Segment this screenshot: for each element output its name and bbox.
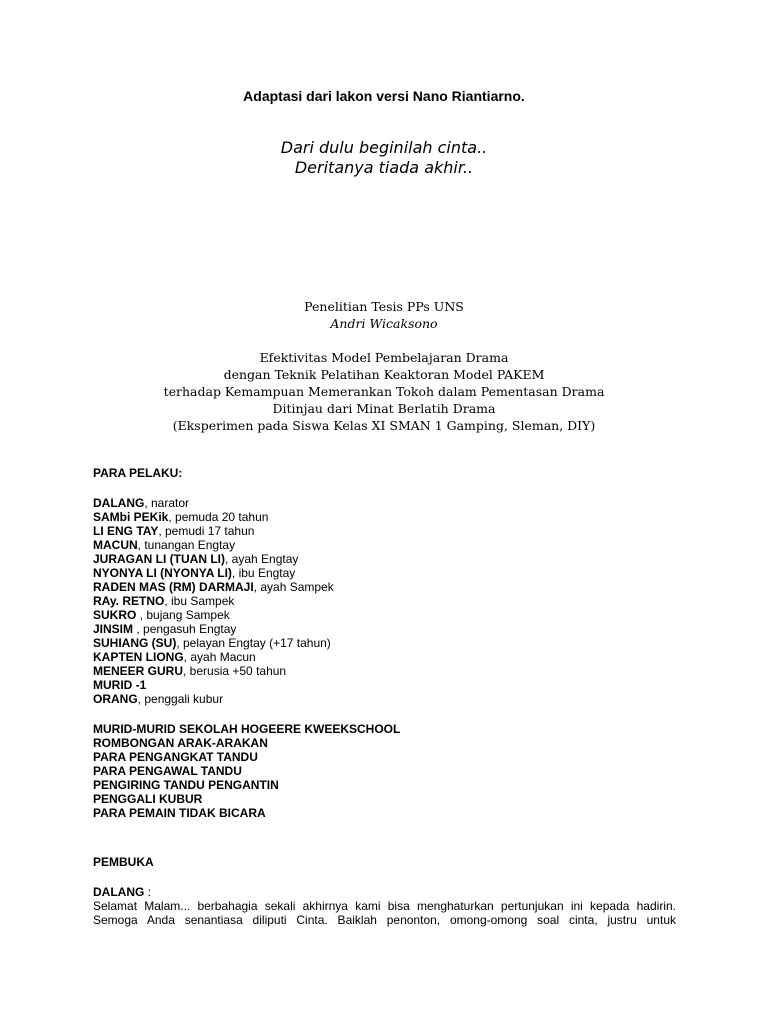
cast-group: PENGGALI KUBUR [93, 792, 203, 806]
cast-role: SUHIANG (SU) [93, 636, 177, 650]
cast-item [93, 524, 683, 538]
cast-item [93, 538, 683, 552]
cast-list [93, 466, 683, 820]
cast-item [93, 692, 683, 706]
opening-heading: PEMBUKA [93, 855, 154, 869]
cast-description: , berusia +50 tahun [183, 664, 287, 678]
cast-role: JURAGAN LI (TUAN LI) [93, 552, 225, 566]
cast-item [93, 566, 683, 580]
cast-group: PENGIRING TANDU PENGANTIN [93, 778, 279, 792]
research-program: Penelitian Tesis PPs UNS [304, 299, 464, 314]
tagline-line-1: Dari dulu beginilah cinta.. [280, 138, 488, 157]
cast-group: ROMBONGAN ARAK-ARAKAN [93, 736, 268, 750]
adaptation-credit: Adaptasi dari lakon versi Nano Riantiarno. [243, 88, 525, 104]
cast-item [93, 552, 683, 566]
cast-item [93, 580, 683, 594]
cast-item [93, 636, 683, 650]
cast-description: , pemudi 17 tahun [158, 524, 255, 538]
cast-role: DALANG [93, 496, 145, 510]
cast-description: , ibu Sampek [164, 594, 235, 608]
cast-role: ORANG [93, 692, 138, 706]
tagline [0, 138, 768, 178]
cast-group: PARA PEMAIN TIDAK BICARA [93, 806, 266, 820]
opening-section [93, 855, 676, 927]
cast-description: , ibu Engtay [231, 566, 296, 580]
research-title-line-4: Ditinjau dari Minat Berlatih Drama [272, 401, 496, 416]
cast-role: MENEER GURU [93, 664, 184, 678]
spacer [0, 332, 768, 349]
speech-line: Selamat Malam... berbahagia sekali akhirnya kami bisa menghaturkan pertunjukan ini kepada hadirin. [93, 899, 676, 913]
cast-role: SAMbi PEKik [93, 510, 169, 524]
spacer [93, 480, 683, 496]
research-title-line-1: Efektivitas Model Pembelajaran Drama [259, 350, 509, 365]
cast-description: , pelayan Engtay (+17 tahun) [176, 636, 331, 650]
cast-heading: PARA PELAKU: [93, 466, 183, 480]
cast-description: , ayah Macun [183, 650, 256, 664]
cast-role: RADEN MAS (RM) DARMAJI [93, 580, 254, 594]
cast-description: , tunangan Engtay [137, 538, 236, 552]
cast-role: MACUN [93, 538, 138, 552]
tagline-line-2: Deritanya tiada akhir.. [294, 158, 474, 177]
cast-role: JINSIM [93, 622, 134, 636]
spacer [93, 869, 676, 885]
cast-description: , bujang Sampek [136, 608, 230, 622]
research-title-line-3: terhadap Kemampuan Memerankan Tokoh dalam Pementasan Drama [163, 384, 605, 399]
cast-item [93, 622, 683, 636]
research-title-line-5: (Eksperimen pada Siswa Kelas XI SMAN 1 Gamping, Sleman, DIY) [172, 418, 596, 433]
spacer [93, 706, 683, 722]
speaker-colon: : [144, 885, 151, 899]
research-title-line-2: dengan Teknik Pelatihan Keaktoran Model PAKEM [223, 367, 545, 382]
cast-description: , penggali kubur [137, 692, 224, 706]
speaker-name: DALANG [93, 885, 145, 899]
research-author: Andri Wicaksono [330, 316, 438, 331]
cast-group: PARA PENGAWAL TANDU [93, 764, 242, 778]
cast-role: LI ENG TAY [93, 524, 159, 538]
cast-item [93, 510, 683, 524]
cast-item [93, 664, 683, 678]
cast-description: , ayah Engtay [225, 552, 299, 566]
speech-line: Semoga Anda senantiasa diliputi Cinta. Baiklah penonton, omong-omong soal cinta, justru untuk [93, 913, 676, 927]
cast-description: , ayah Sampek [253, 580, 334, 594]
cast-item [93, 608, 683, 622]
cast-role: RAy. RETNO [93, 594, 165, 608]
cast-role: KAPTEN LIONG [93, 650, 184, 664]
cast-item [93, 594, 683, 608]
cast-group: PARA PENGANGKAT TANDU [93, 750, 258, 764]
cast-description: , pemuda 20 tahun [168, 510, 269, 524]
cast-description: , pengasuh Engtay [133, 622, 237, 636]
cast-description: , narator [144, 496, 190, 510]
cast-group: MURID-MURID SEKOLAH HOGEERE KWEEKSCHOOL [93, 722, 401, 736]
cast-item [93, 678, 683, 692]
cast-role: SUKRO [93, 608, 137, 622]
cast-item [93, 496, 683, 510]
cast-item [93, 650, 683, 664]
cast-role: NYONYA LI (NYONYA LI) [93, 566, 232, 580]
speaker-line [93, 885, 676, 899]
research-info [0, 298, 768, 434]
cast-role: MURID -1 [93, 678, 147, 692]
